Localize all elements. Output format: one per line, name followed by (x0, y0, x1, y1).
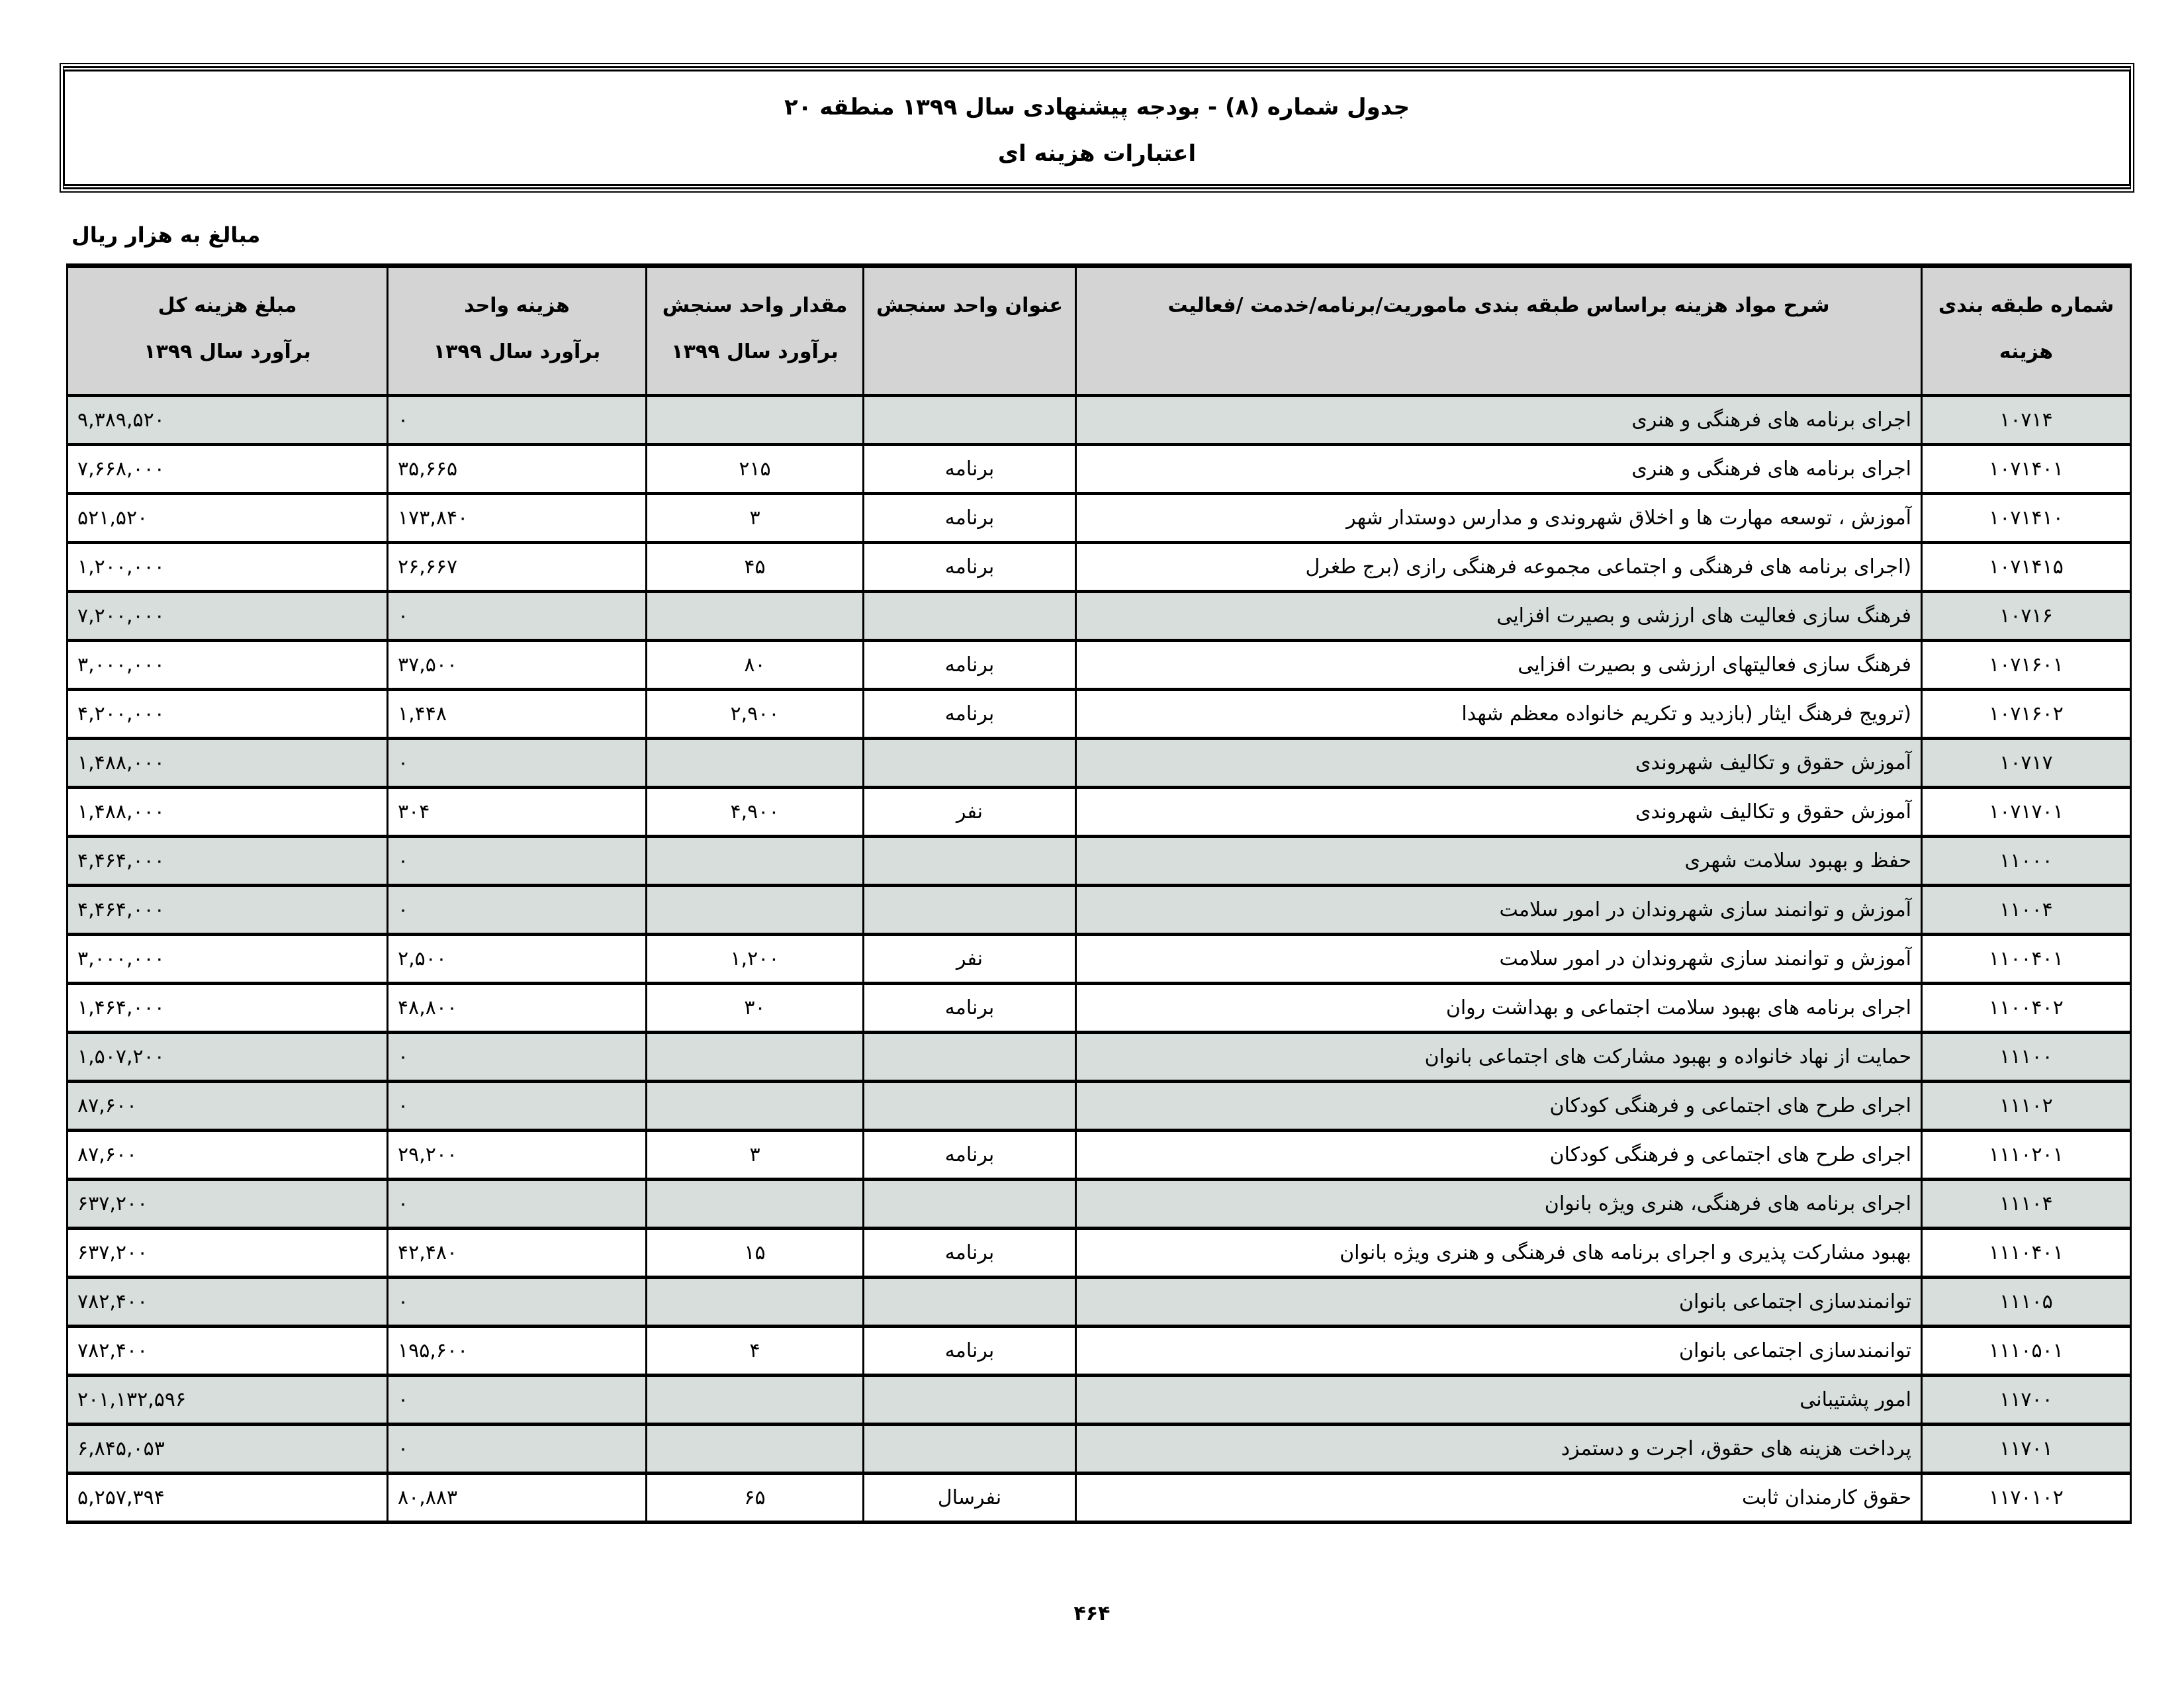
cell-quantity (647, 1278, 864, 1327)
cell-quantity: ۶۵ (647, 1474, 864, 1523)
cell-description: اجرای طرح های اجتماعی و فرهنگی کودکان (1076, 1082, 1922, 1131)
cell-code: ۱۱۱۰۵ (1922, 1278, 2131, 1327)
cell-unit-title: برنامه (864, 1229, 1076, 1278)
cell-unit-title: برنامه (864, 543, 1076, 592)
cell-unit-title (864, 396, 1076, 445)
cell-description: (ترویج فرهنگ ایثار (بازدید و تکریم خانواده معظم شهدا (1076, 690, 1922, 739)
cell-code: ۱۰۷۱۴ (1922, 396, 2131, 445)
cell-description: (اجرای برنامه های فرهنگی و اجتماعی مجموعه فرهنگی رازی (برج طغرل (1076, 543, 1922, 592)
cell-description: امور پشتیبانی (1076, 1376, 1922, 1425)
cell-quantity (647, 1376, 864, 1425)
cell-description: آموزش و توانمند سازی شهروندان در امور سلامت (1076, 935, 1922, 984)
cell-code: ۱۰۷۱۷ (1922, 739, 2131, 788)
cell-description: فرهنگ سازی فعالیتهای ارزشی و بصیرت افزایی (1076, 641, 1922, 690)
document-subtitle: اعتبارات هزینه ای (997, 140, 1197, 167)
table-row (68, 1474, 2131, 1523)
cell-code: ۱۰۷۱۶۰۱ (1922, 641, 2131, 690)
cell-unit-cost: ۸۰,۸۸۳ (388, 1474, 647, 1523)
cell-quantity (647, 1180, 864, 1229)
cell-quantity: ۳ (647, 494, 864, 543)
cell-unit-title: برنامه (864, 494, 1076, 543)
cell-total-cost: ۳,۰۰۰,۰۰۰ (68, 641, 388, 690)
cell-code: ۱۰۷۱۶۰۲ (1922, 690, 2131, 739)
cell-unit-cost: ۱۹۵,۶۰۰ (388, 1327, 647, 1376)
cell-code: ۱۱۷۰۱۰۲ (1922, 1474, 2131, 1523)
cell-unit-title: برنامه (864, 1131, 1076, 1180)
cell-total-cost: ۴,۴۶۴,۰۰۰ (68, 886, 388, 935)
cell-unit-cost: ۲۶,۶۶۷ (388, 543, 647, 592)
cell-total-cost: ۶۳۷,۲۰۰ (68, 1180, 388, 1229)
document-title: جدول شماره (۸) - بودجه پیشنهادی سال ۱۳۹۹ منطقه ۲۰ (784, 94, 1410, 120)
cell-code: ۱۰۷۱۴۱۵ (1922, 543, 2131, 592)
cell-description: اجرای برنامه های فرهنگی، هنری ویژه بانوان (1076, 1180, 1922, 1229)
cell-total-cost: ۵,۲۵۷,۳۹۴ (68, 1474, 388, 1523)
cell-code: ۱۱۷۰۰ (1922, 1376, 2131, 1425)
cell-quantity (647, 1425, 864, 1474)
cell-quantity: ۱۵ (647, 1229, 864, 1278)
header-unit-title: عنوان واحد سنجش (864, 266, 1076, 396)
cell-total-cost: ۷,۲۰۰,۰۰۰ (68, 592, 388, 641)
title-box (63, 66, 2131, 189)
cell-description: پرداخت هزینه های حقوق، اجرت و دستمزد (1076, 1425, 1922, 1474)
cell-quantity: ۲۱۵ (647, 445, 864, 494)
cell-unit-title: برنامه (864, 445, 1076, 494)
cell-total-cost: ۱,۲۰۰,۰۰۰ (68, 543, 388, 592)
cell-unit-cost: ۰ (388, 1278, 647, 1327)
cell-description: توانمندسازی اجتماعی بانوان (1076, 1327, 1922, 1376)
cell-total-cost: ۹,۳۸۹,۵۲۰ (68, 396, 388, 445)
cell-description: اجرای طرح های اجتماعی و فرهنگی کودکان (1076, 1131, 1922, 1180)
table-header-row (68, 266, 2131, 396)
cell-unit-cost: ۳۰۴ (388, 788, 647, 837)
cell-description: حقوق کارمندان ثابت (1076, 1474, 1922, 1523)
cell-quantity: ۴ (647, 1327, 864, 1376)
header-unit-cost: هزینه واحد برآورد سال ۱۳۹۹ (388, 266, 647, 396)
cell-unit-cost: ۰ (388, 592, 647, 641)
cell-unit-cost: ۲,۵۰۰ (388, 935, 647, 984)
cell-total-cost: ۵۲۱,۵۲۰ (68, 494, 388, 543)
cell-total-cost: ۳,۰۰۰,۰۰۰ (68, 935, 388, 984)
cell-code: ۱۱۱۰۰ (1922, 1033, 2131, 1082)
header-quantity: مقدار واحد سنجش برآورد سال ۱۳۹۹ (647, 266, 864, 396)
cell-unit-cost: ۱۷۳,۸۴۰ (388, 494, 647, 543)
cell-total-cost: ۶۳۷,۲۰۰ (68, 1229, 388, 1278)
cell-unit-title (864, 837, 1076, 886)
header-total-cost: مبلغ هزینه کل برآورد سال ۱۳۹۹ (68, 266, 388, 396)
cell-description: حمایت از نهاد خانواده و بهبود مشارکت های اجتماعی بانوان (1076, 1033, 1922, 1082)
table-row (68, 984, 2131, 1033)
cell-code: ۱۱۱۰۲۰۱ (1922, 1131, 2131, 1180)
cell-unit-title: نفر (864, 935, 1076, 984)
page-number: ۴۶۴ (1073, 1602, 1111, 1625)
table-row (68, 739, 2131, 788)
cell-description: آموزش حقوق و تکالیف شهروندی (1076, 788, 1922, 837)
cell-unit-title: برنامه (864, 690, 1076, 739)
cell-description: اجرای برنامه های فرهنگی و هنری (1076, 445, 1922, 494)
table-row (68, 494, 2131, 543)
cell-unit-cost: ۰ (388, 1033, 647, 1082)
table-row (68, 1327, 2131, 1376)
cell-total-cost: ۸۷,۶۰۰ (68, 1082, 388, 1131)
cell-code: ۱۱۰۰۴۰۱ (1922, 935, 2131, 984)
cell-unit-title (864, 886, 1076, 935)
cell-unit-title (864, 592, 1076, 641)
cell-unit-cost: ۳۷,۵۰۰ (388, 641, 647, 690)
table-row (68, 1425, 2131, 1474)
table-row (68, 592, 2131, 641)
cell-code: ۱۰۷۱۷۰۱ (1922, 788, 2131, 837)
cell-total-cost: ۶,۸۴۵,۰۵۳ (68, 1425, 388, 1474)
cell-total-cost: ۷۸۲,۴۰۰ (68, 1278, 388, 1327)
cell-quantity (647, 739, 864, 788)
cell-quantity (647, 1082, 864, 1131)
cell-quantity (647, 1033, 864, 1082)
cell-unit-title: برنامه (864, 641, 1076, 690)
cell-unit-cost: ۰ (388, 1180, 647, 1229)
cell-code: ۱۱۱۰۵۰۱ (1922, 1327, 2131, 1376)
table-row (68, 690, 2131, 739)
cell-unit-cost: ۱,۴۴۸ (388, 690, 647, 739)
table-row (68, 1376, 2131, 1425)
cell-code: ۱۱۰۰۴۰۲ (1922, 984, 2131, 1033)
cell-unit-title: نفر (864, 788, 1076, 837)
cell-description: آموزش ، توسعه مهارت ها و اخلاق شهروندی و مدارس دوستدار شهر (1076, 494, 1922, 543)
cell-description: توانمندسازی اجتماعی بانوان (1076, 1278, 1922, 1327)
table-row (68, 1033, 2131, 1082)
cell-unit-cost: ۰ (388, 396, 647, 445)
cell-quantity: ۳۰ (647, 984, 864, 1033)
cell-unit-title: برنامه (864, 1327, 1076, 1376)
cell-quantity (647, 886, 864, 935)
cell-code: ۱۱۰۰۰ (1922, 837, 2131, 886)
cell-unit-cost: ۳۵,۶۶۵ (388, 445, 647, 494)
cell-code: ۱۰۷۱۴۰۱ (1922, 445, 2131, 494)
table-row (68, 837, 2131, 886)
cell-description: اجرای برنامه های فرهنگی و هنری (1076, 396, 1922, 445)
cell-quantity (647, 837, 864, 886)
cell-unit-cost: ۰ (388, 886, 647, 935)
table-row (68, 788, 2131, 837)
cell-total-cost: ۱,۴۸۸,۰۰۰ (68, 788, 388, 837)
cell-total-cost: ۷,۶۶۸,۰۰۰ (68, 445, 388, 494)
cell-quantity: ۱,۲۰۰ (647, 935, 864, 984)
cell-code: ۱۱۰۰۴ (1922, 886, 2131, 935)
cell-unit-cost: ۴۸,۸۰۰ (388, 984, 647, 1033)
cell-total-cost: ۲۰۱,۱۳۲,۵۹۶ (68, 1376, 388, 1425)
cell-unit-title (864, 1278, 1076, 1327)
table-row (68, 1131, 2131, 1180)
cell-unit-cost: ۰ (388, 837, 647, 886)
cell-unit-title: برنامه (864, 984, 1076, 1033)
cell-total-cost: ۸۷,۶۰۰ (68, 1131, 388, 1180)
table-row (68, 1229, 2131, 1278)
cell-total-cost: ۷۸۲,۴۰۰ (68, 1327, 388, 1376)
cell-quantity (647, 396, 864, 445)
cell-quantity: ۴۵ (647, 543, 864, 592)
currency-unit-note: مبالغ به هزار ریال (71, 222, 261, 248)
table-row (68, 1180, 2131, 1229)
cell-description: آموزش حقوق و تکالیف شهروندی (1076, 739, 1922, 788)
budget-table (66, 263, 2132, 1524)
cell-unit-title (864, 1033, 1076, 1082)
cell-description: بهبود مشارکت پذیری و اجرای برنامه های فرهنگی و هنری ویژه بانوان (1076, 1229, 1922, 1278)
cell-code: ۱۱۱۰۲ (1922, 1082, 2131, 1131)
cell-description: فرهنگ سازی فعالیت های ارزشی و بصیرت افزایی (1076, 592, 1922, 641)
cell-quantity: ۴,۹۰۰ (647, 788, 864, 837)
cell-unit-cost: ۰ (388, 1425, 647, 1474)
header-code: شماره طبقه بندی هزینه (1922, 266, 2131, 396)
table-row (68, 641, 2131, 690)
cell-total-cost: ۱,۴۸۸,۰۰۰ (68, 739, 388, 788)
cell-description: حفظ و بهبود سلامت شهری (1076, 837, 1922, 886)
cell-total-cost: ۱,۴۶۴,۰۰۰ (68, 984, 388, 1033)
cell-code: ۱۰۷۱۶ (1922, 592, 2131, 641)
cell-total-cost: ۴,۴۶۴,۰۰۰ (68, 837, 388, 886)
cell-unit-title (864, 1425, 1076, 1474)
cell-unit-cost: ۴۲,۴۸۰ (388, 1229, 647, 1278)
table-row (68, 1082, 2131, 1131)
cell-unit-cost: ۰ (388, 1082, 647, 1131)
cell-code: ۱۱۱۰۴ (1922, 1180, 2131, 1229)
table-row (68, 543, 2131, 592)
cell-unit-cost: ۰ (388, 739, 647, 788)
cell-code: ۱۰۷۱۴۱۰ (1922, 494, 2131, 543)
table-body (68, 396, 2131, 1523)
cell-unit-title (864, 1180, 1076, 1229)
cell-unit-cost: ۰ (388, 1376, 647, 1425)
cell-unit-cost: ۲۹,۲۰۰ (388, 1131, 647, 1180)
cell-code: ۱۱۱۰۴۰۱ (1922, 1229, 2131, 1278)
cell-quantity: ۳ (647, 1131, 864, 1180)
table-row (68, 396, 2131, 445)
cell-quantity: ۸۰ (647, 641, 864, 690)
table-row (68, 935, 2131, 984)
cell-unit-title: نفرسال (864, 1474, 1076, 1523)
table-row (68, 1278, 2131, 1327)
table-row (68, 886, 2131, 935)
table-row (68, 445, 2131, 494)
cell-unit-title (864, 739, 1076, 788)
cell-description: اجرای برنامه های بهبود سلامت اجتماعی و بهداشت روان (1076, 984, 1922, 1033)
header-description: شرح مواد هزینه براساس طبقه بندی ماموریت/برنامه/خدمت /فعالیت (1076, 266, 1922, 396)
cell-description: آموزش و توانمند سازی شهروندان در امور سلامت (1076, 886, 1922, 935)
cell-quantity (647, 592, 864, 641)
cell-quantity: ۲,۹۰۰ (647, 690, 864, 739)
cell-total-cost: ۱,۵۰۷,۲۰۰ (68, 1033, 388, 1082)
cell-total-cost: ۴,۲۰۰,۰۰۰ (68, 690, 388, 739)
cell-unit-title (864, 1376, 1076, 1425)
cell-code: ۱۱۷۰۱ (1922, 1425, 2131, 1474)
cell-unit-title (864, 1082, 1076, 1131)
